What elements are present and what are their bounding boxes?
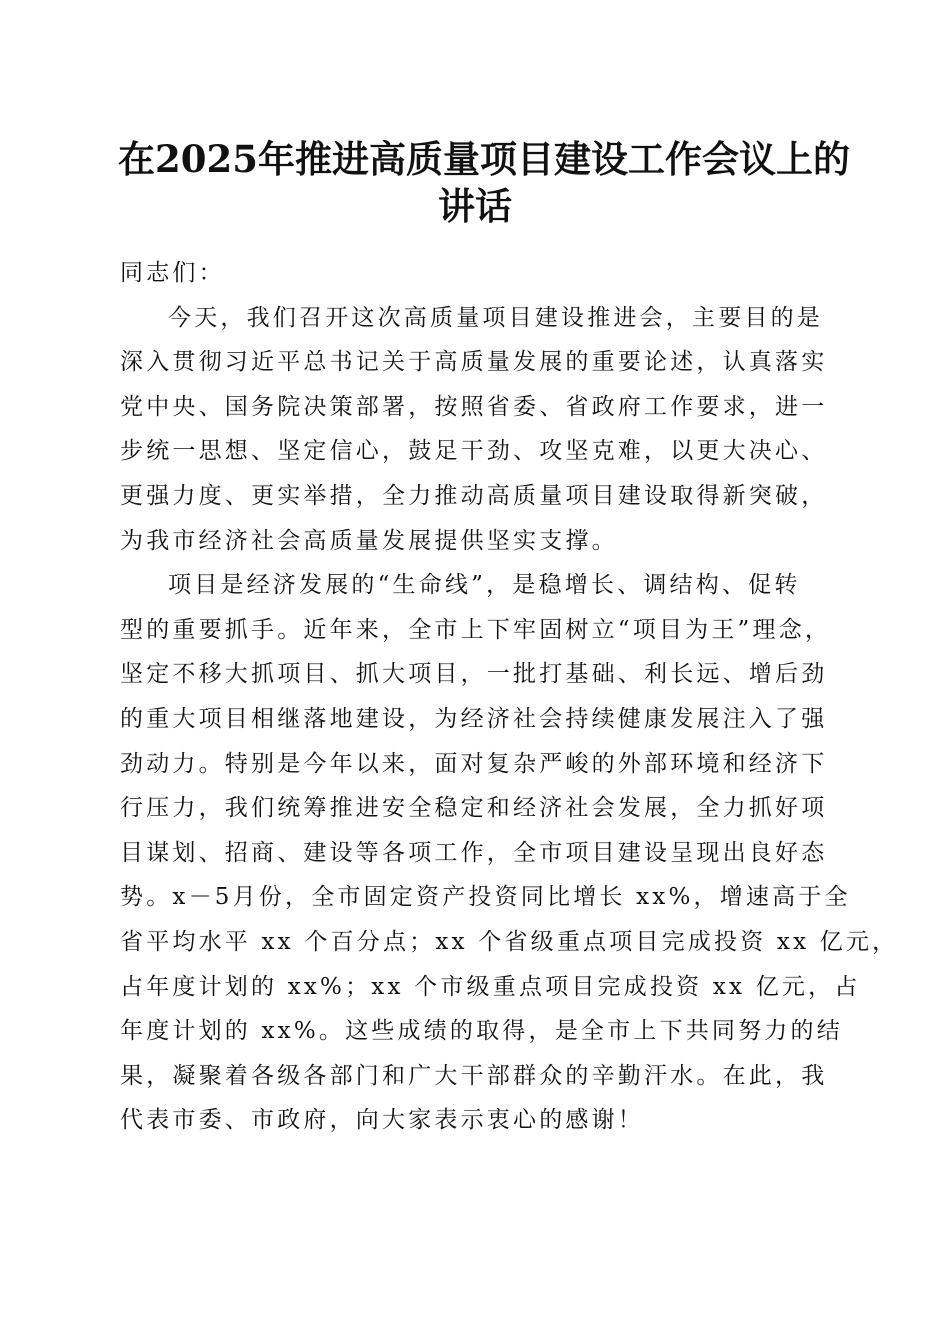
paragraph-line: 省平均水平 xx 个百分点；xx 个省级重点项目完成投资 xx 亿元， <box>120 928 899 955</box>
page-title <box>118 136 850 230</box>
paragraph-line: 步统一思想、坚定信心，鼓足干劲、攻坚克难，以更大决心、 <box>120 438 828 465</box>
document-body <box>120 251 899 1143</box>
title-line-1: 在2025年推进高质量项目建设工作会议上的 <box>118 137 850 181</box>
paragraph-line: 的重大项目相继落地建设，为经济社会持续健康发展注入了强 <box>120 705 828 732</box>
paragraph-line: 占年度计划的 xx%；xx 个市级重点项目完成投资 xx 亿元，占 <box>120 973 861 1000</box>
paragraph-line: 今天，我们召开这次高质量项目建设推进会，主要目的是 <box>168 304 823 331</box>
paragraph-line: 更强力度、更实举措，全力推动高质量项目建设取得新突破， <box>120 482 828 509</box>
salutation: 同志们： <box>120 260 225 286</box>
paragraph-line: 为我市经济社会高质量发展提供坚实支撑。 <box>120 527 618 554</box>
paragraph-line: 年度计划的 xx%。这些成绩的取得，是全市上下共同努力的结 <box>120 1018 843 1045</box>
title-line-2: 讲话 <box>438 184 512 228</box>
paragraph-line: 势。x－5月份，全市固定资产投资同比增长 xx%，增速高于全 <box>120 884 851 911</box>
paragraph-line: 果，凝聚着各级各部门和广大干部群众的辛勤汗水。在此，我 <box>120 1062 828 1089</box>
paragraph-line: 行压力，我们统筹推进安全稳定和经济社会发展，全力抓好项 <box>120 795 828 822</box>
paragraph-line: 型的重要抓手。近年来，全市上下牢固树立“项目为王”理念， <box>120 616 832 643</box>
paragraph-1 <box>120 296 830 564</box>
paragraph-line: 目谋划、招商、建设等各项工作，全市项目建设呈现出良好态 <box>120 839 828 866</box>
paragraph-line: 坚定不移大抓项目、抓大项目，一批打基础、利长远、增后劲 <box>120 661 828 688</box>
paragraph-line: 党中央、国务院决策部署，按照省委、省政府工作要求，进一 <box>120 393 828 420</box>
paragraph-line: 劲动力。特别是今年以来，面对复杂严峻的外部环境和经济下 <box>120 750 828 777</box>
paragraph-2 <box>120 563 899 1143</box>
paragraph-line: 代表市委、市政府，向大家表示衷心的感谢！ <box>120 1107 644 1134</box>
paragraph-line: 项目是经济发展的“生命线”，是稳增长、调结构、促转 <box>168 572 801 599</box>
paragraph-line: 深入贯彻习近平总书记关于高质量发展的重要论述，认真落实 <box>120 349 828 376</box>
